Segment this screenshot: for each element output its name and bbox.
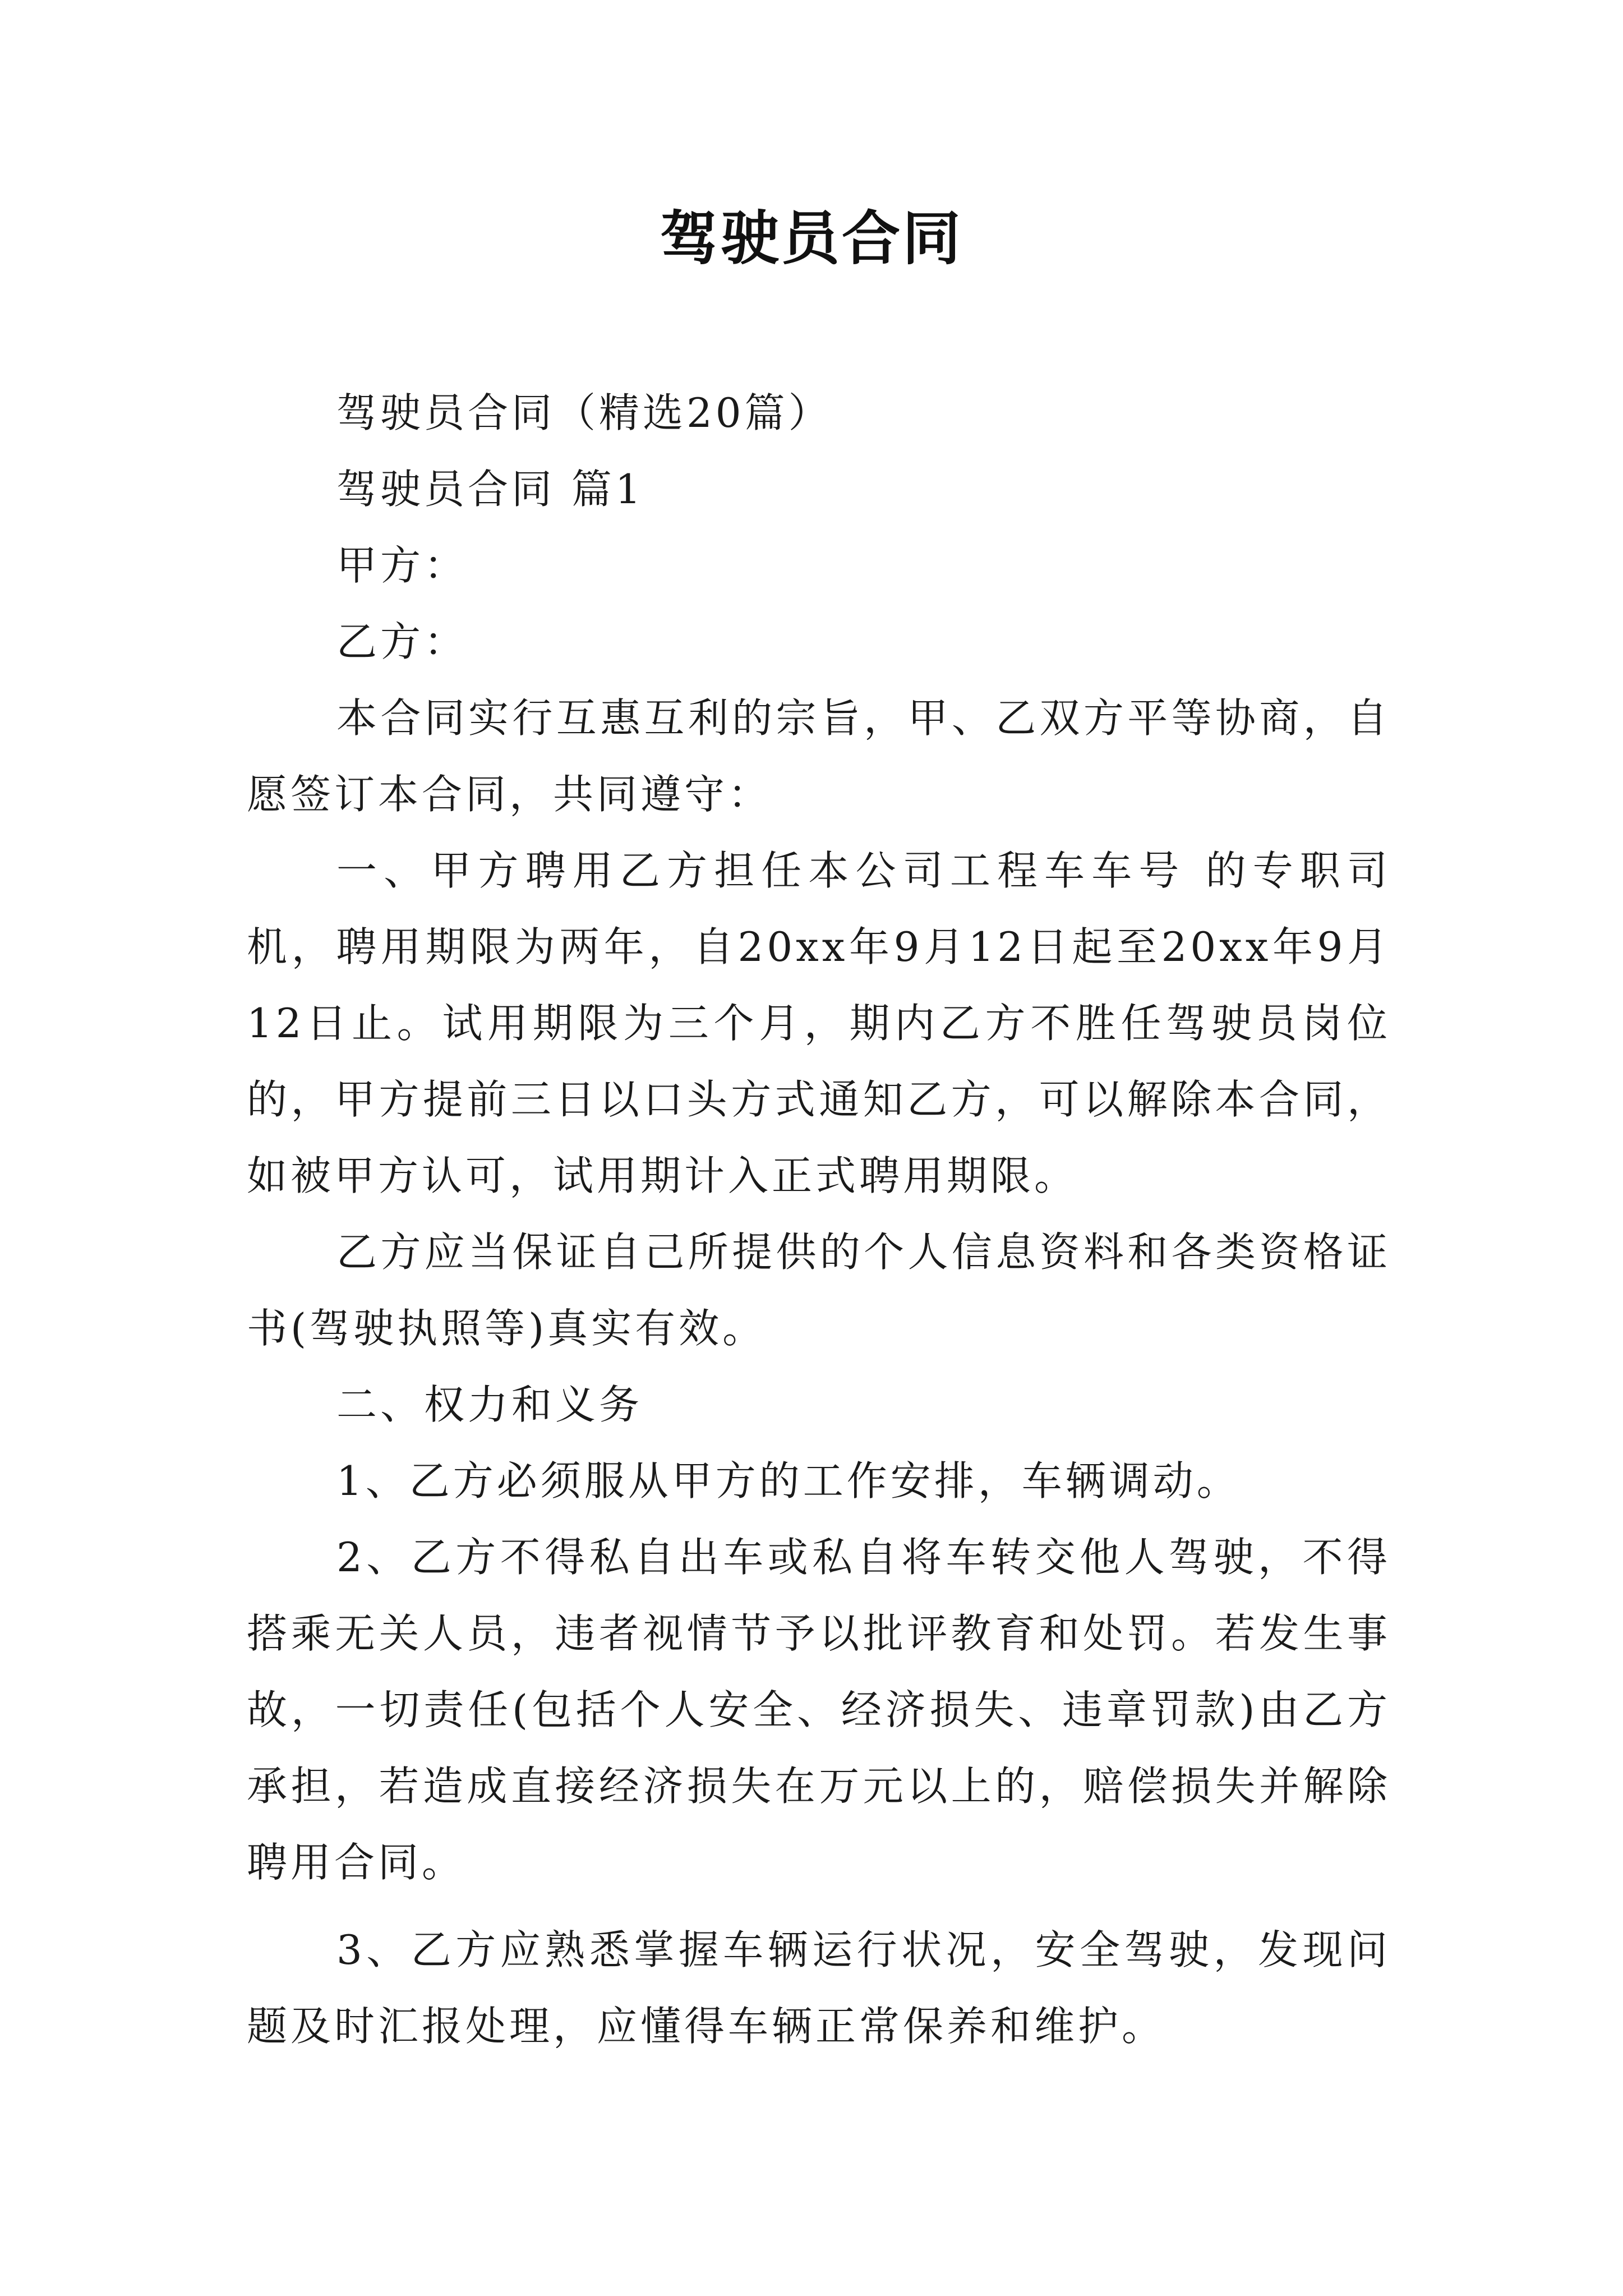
paragraph-section-heading: 驾驶员合同 篇1 [336, 466, 644, 513]
document-body [247, 375, 1391, 2064]
document-title: 驾驶员合同 [660, 204, 963, 273]
paragraph-party-b: 乙方： [336, 618, 468, 665]
paragraph-subtitle: 驾驶员合同（精选20篇） [336, 389, 832, 436]
paragraph-clause-1: 一、甲方聘用乙方担任本公司工程车车号 的专职司机，聘用期限为两年，自20xx年9月12日起至20xx年9月12日止。试用期限为三个月，期内乙方不胜任驾驶员岗位的，甲方提前三日以口头方式通知乙方，可以解除本合同，如被甲方认可，试用期计入正式聘用期限。 [247, 847, 1391, 1199]
paragraph-preamble: 本合同实行互惠互利的宗旨，甲、乙双方平等协商，自愿签订本合同，共同遵守： [247, 694, 1391, 818]
paragraph-item-3: 3、乙方应熟悉掌握车辆运行状况，安全驾驶，发现问题及时汇报处理，应懂得车辆正常保养和维护。 [247, 1926, 1391, 2050]
paragraph-clause-2-heading: 二、权力和义务 [336, 1381, 643, 1428]
paragraph-item-2: 2、乙方不得私自出车或私自将车转交他人驾驶，不得搭乘无关人员，违者视情节予以批评教育和处罚。若发生事故，一切责任(包括个人安全、经济损失、违章罚款)由乙方承担，若造成直接经济损失在万元以上的，赔偿损失并解除聘用合同。 [247, 1534, 1391, 1886]
paragraph-credentials: 乙方应当保证自己所提供的个人信息资料和各类资格证书(驾驶执照等)真实有效。 [247, 1228, 1391, 1352]
paragraph-party-a: 甲方： [336, 542, 468, 589]
paragraph-item-1: 1、乙方必须服从甲方的工作安排，车辆调动。 [336, 1457, 1241, 1504]
